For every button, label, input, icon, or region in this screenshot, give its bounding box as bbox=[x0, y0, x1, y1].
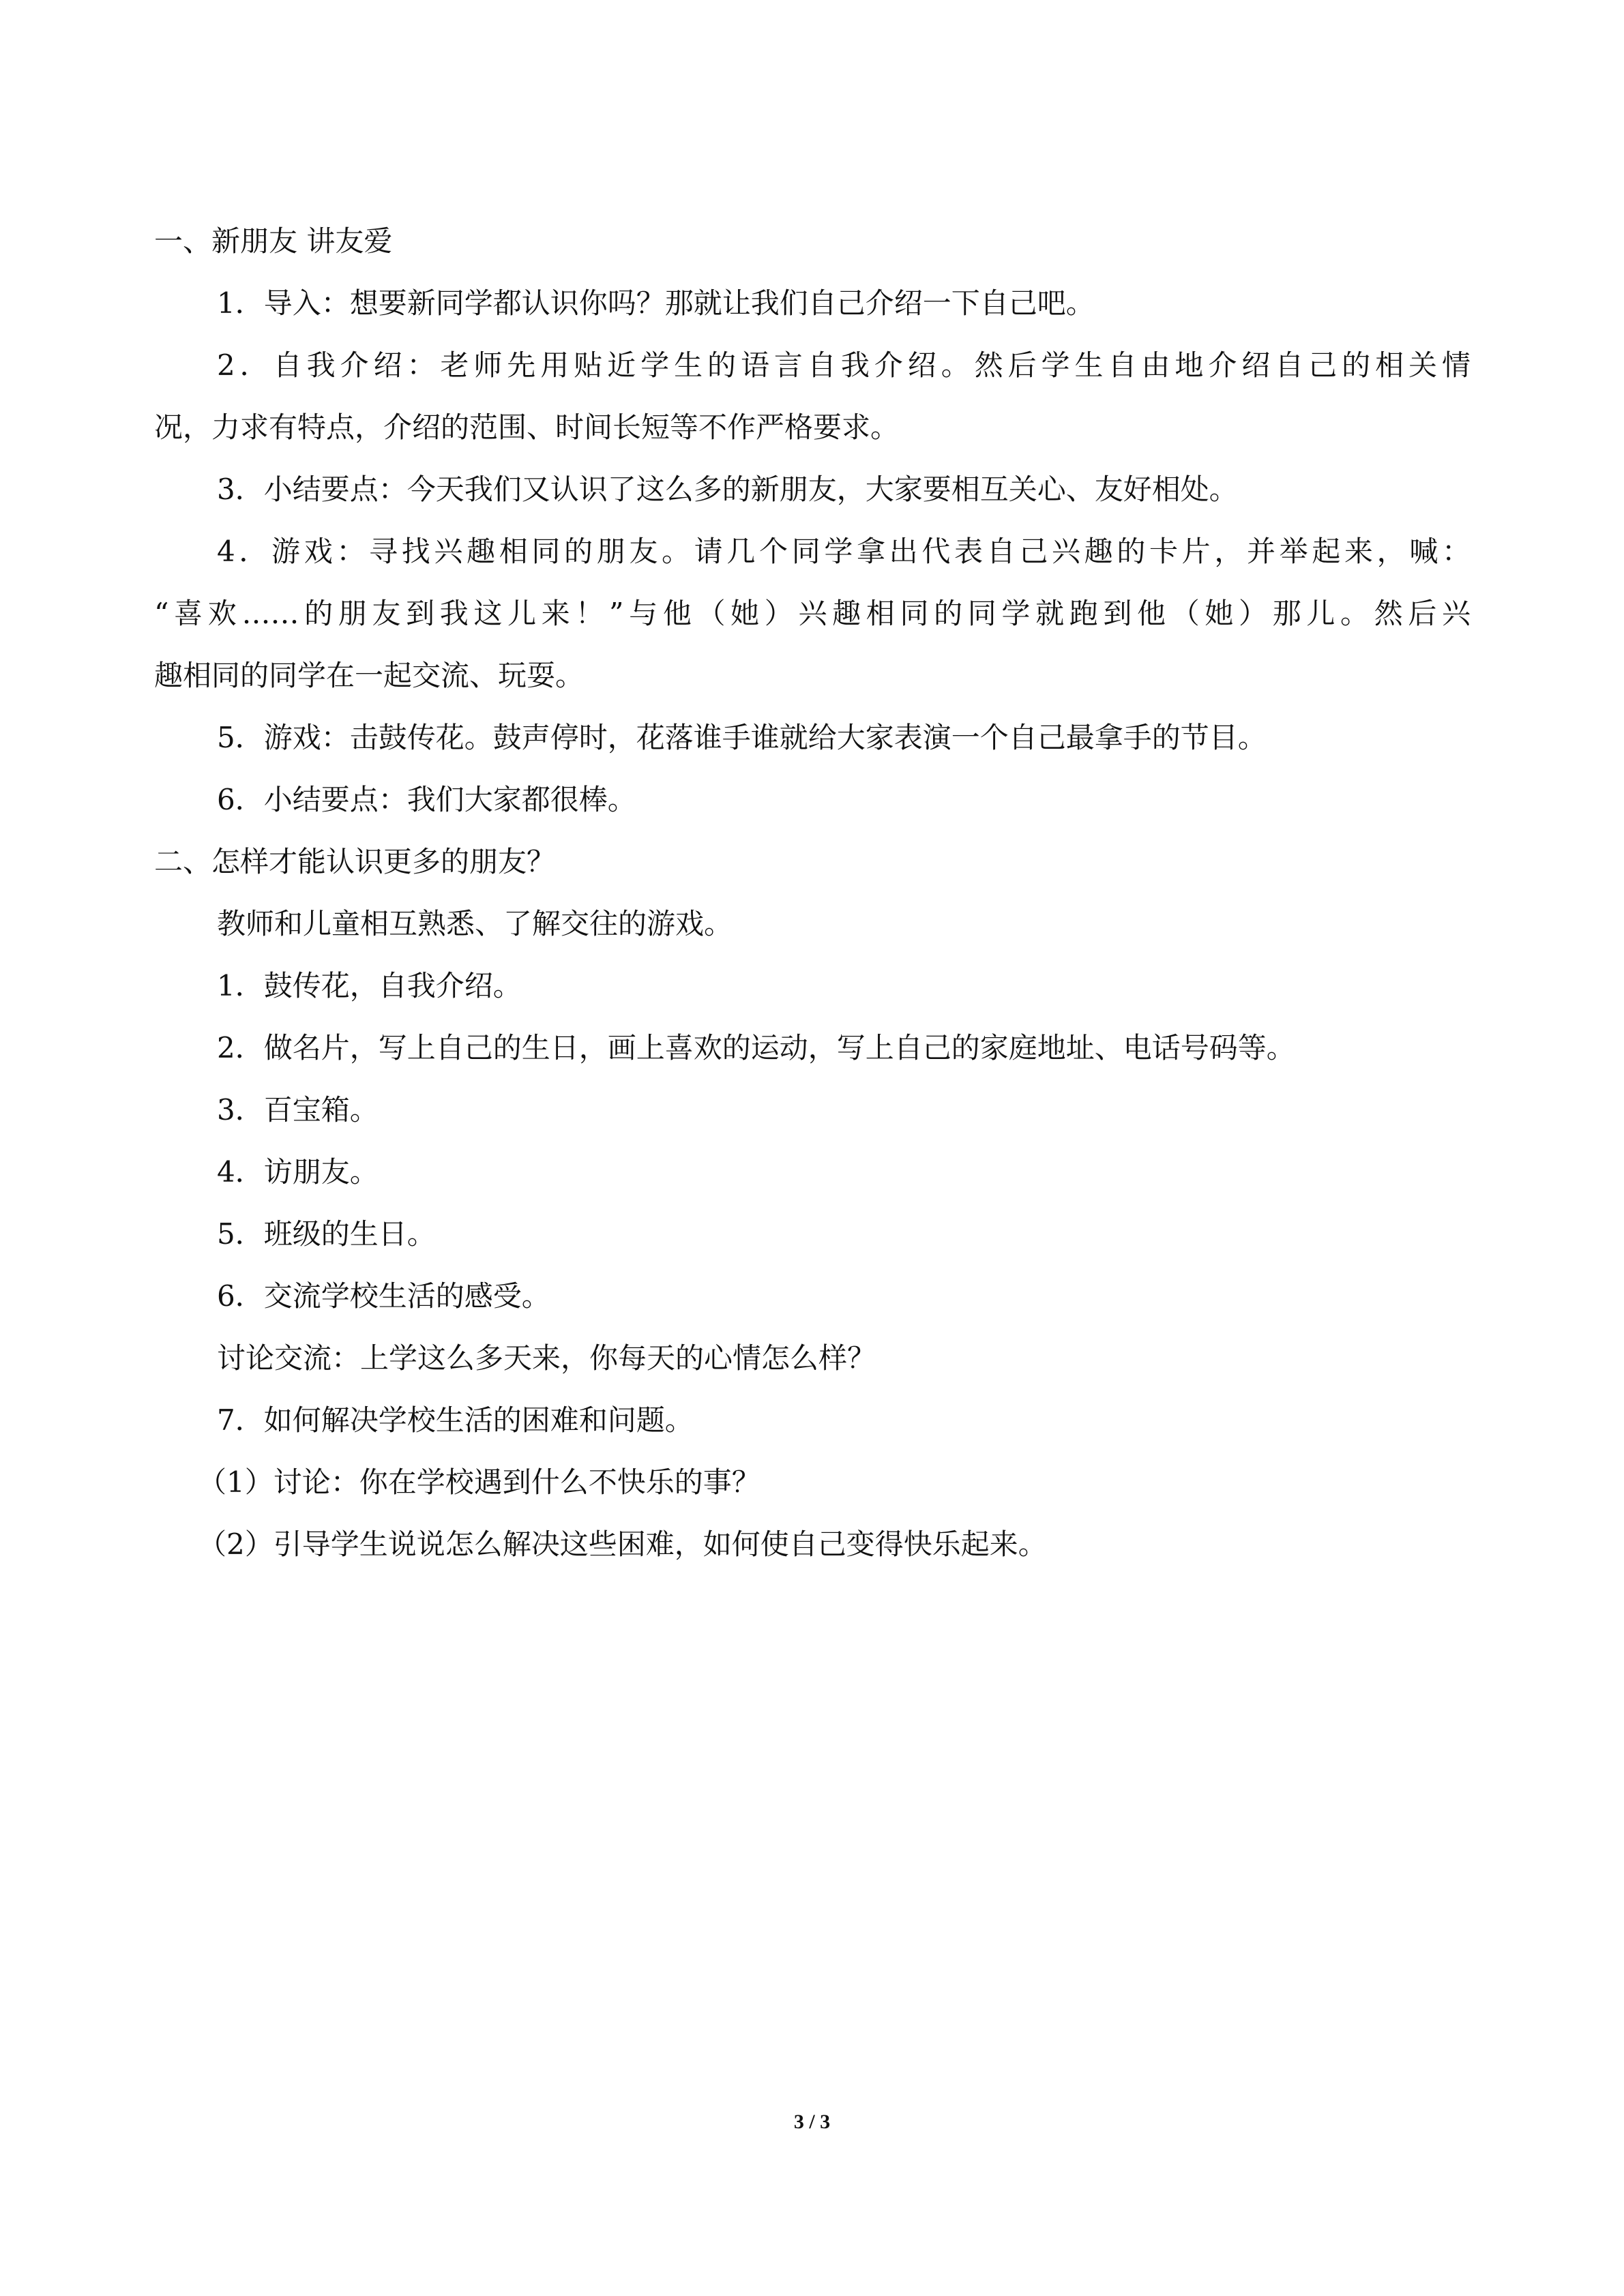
section-heading-2: 二、怎样才能认识更多的朋友？ bbox=[154, 845, 556, 878]
paragraph-line: 教师和儿童相互熟悉、了解交往的游戏。 bbox=[217, 907, 733, 940]
paragraph-line: 讨论交流：上学这么多天来，你每天的心情怎么样？ bbox=[217, 1341, 876, 1375]
document-body bbox=[154, 210, 1471, 1575]
paragraph-line: 4．游戏：寻找兴趣相同的朋友。请几个同学拿出代表自己兴趣的卡片，并举起来，喊： bbox=[217, 535, 1471, 568]
paragraph-line: “喜欢……的朋友到我这儿来！”与他（她）兴趣相同的同学就跑到他（她）那儿。然后兴 bbox=[154, 597, 1471, 630]
list-item: 7．如何解决学校生活的困难和问题。 bbox=[217, 1403, 694, 1437]
list-item: 5．班级的生日。 bbox=[217, 1217, 436, 1251]
list-item: 2．做名片，写上自己的生日，画上喜欢的运动，写上自己的家庭地址、电话号码等。 bbox=[217, 1031, 1295, 1064]
page-number: 3 / 3 bbox=[793, 2111, 831, 2133]
list-item: 4．访朋友。 bbox=[217, 1155, 379, 1189]
section-heading-1: 一、新朋友 讲友爱 bbox=[154, 224, 393, 258]
list-item: 3．百宝箱。 bbox=[217, 1093, 379, 1127]
paragraph-line: 3．小结要点：今天我们又认识了这么多的新朋友，大家要相互关心、友好相处。 bbox=[217, 473, 1238, 506]
paragraph-line: 况，力求有特点，介绍的范围、时间长短等不作严格要求。 bbox=[154, 411, 900, 444]
paragraph-line: 趣相同的同学在一起交流、玩耍。 bbox=[154, 659, 585, 692]
paragraph-line: 2．自我介绍：老师先用贴近学生的语言自我介绍。然后学生自由地介绍自己的相关情 bbox=[217, 348, 1471, 382]
sub-list-item: （1）讨论：你在学校遇到什么不快乐的事？ bbox=[198, 1465, 761, 1499]
paragraph-line: 1．导入：想要新同学都认识你吗？那就让我们自己介绍一下自己吧。 bbox=[217, 286, 1095, 320]
paragraph-line: 5．游戏：击鼓传花。鼓声停时，花落谁手谁就给大家表演一个自己最拿手的节目。 bbox=[217, 721, 1267, 754]
list-item: 1．鼓传花，自我介绍。 bbox=[217, 969, 522, 1002]
list-item: 6．交流学校生活的感受。 bbox=[217, 1279, 550, 1313]
paragraph-line: 6．小结要点：我们大家都很棒。 bbox=[217, 783, 636, 816]
sub-list-item: （2）引导学生说说怎么解决这些困难，如何使自己变得快乐起来。 bbox=[198, 1527, 1047, 1561]
